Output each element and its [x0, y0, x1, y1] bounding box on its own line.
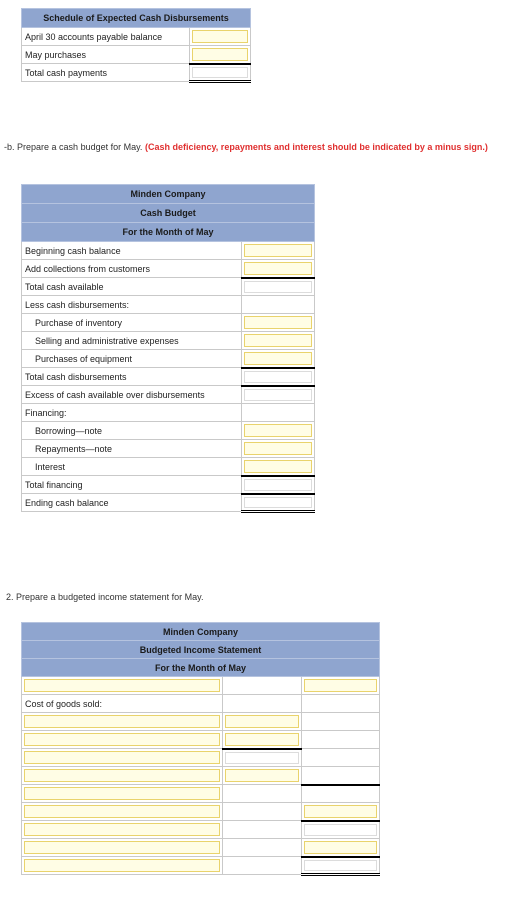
table-row: [22, 476, 315, 494]
repayments-input[interactable]: [244, 442, 312, 455]
row-label: Purchase of inventory: [22, 314, 242, 332]
instruction-warning: (Cash deficiency, repayments and interest should be indicated by a minus sign.): [144, 142, 488, 152]
empty-cell: [302, 749, 380, 767]
amount-cell: [242, 242, 315, 260]
table-row: [22, 749, 380, 767]
empty-cell: [223, 803, 302, 821]
row-label: Repayments—note: [22, 440, 242, 458]
income-amount-input-4[interactable]: [304, 841, 377, 854]
amount-cell: [190, 46, 251, 64]
empty-cell: [302, 785, 380, 803]
table-row: [22, 404, 315, 422]
income-label-input-4[interactable]: [24, 751, 220, 764]
total-cash-payments-input[interactable]: [192, 67, 248, 79]
amount-cell: [242, 332, 315, 350]
income-label-input-3[interactable]: [24, 733, 220, 746]
amount-cell: [302, 677, 380, 695]
amount-cell: [242, 476, 315, 494]
table-row: [22, 46, 251, 64]
income-label-input-7[interactable]: [24, 805, 220, 818]
table-row: [22, 458, 315, 476]
instruction-text: Prepare a cash budget for May.: [17, 142, 143, 152]
table-row: [22, 422, 315, 440]
table-row: [22, 494, 315, 512]
table-row: [22, 785, 380, 803]
label-cell: [22, 821, 223, 839]
row-label: May purchases: [22, 46, 190, 64]
empty-cell: [223, 857, 302, 875]
row-label: Financing:: [22, 404, 242, 422]
table-row: [22, 386, 315, 404]
table-row: [22, 296, 315, 314]
row-label: Interest: [22, 458, 242, 476]
income-label-input-2[interactable]: [24, 715, 220, 728]
row-label: Total cash payments: [22, 64, 190, 82]
empty-cell: [242, 296, 315, 314]
total-financing-input[interactable]: [244, 479, 312, 491]
income-company: Minden Company: [22, 623, 380, 641]
table-row: [22, 278, 315, 296]
empty-cell: [302, 731, 380, 749]
cash-budget-instructions: [4, 142, 499, 153]
excess-cash-input[interactable]: [244, 389, 312, 402]
table-row: [22, 350, 315, 368]
label-cell: [22, 749, 223, 767]
income-label-input-10[interactable]: [24, 859, 220, 872]
label-cell: [22, 839, 223, 857]
instruction-prefix: 2.: [6, 592, 14, 602]
amount-cell: [302, 821, 380, 839]
table-row: [22, 767, 380, 785]
schedule-table: [21, 8, 251, 83]
table-row: [22, 260, 315, 278]
row-label: Purchases of equipment: [22, 350, 242, 368]
table-row: [22, 332, 315, 350]
empty-cell: [223, 821, 302, 839]
amount-cell: [302, 803, 380, 821]
borrowing-input[interactable]: [244, 424, 312, 437]
row-label: Total cash disbursements: [22, 368, 242, 386]
row-label: Borrowing—note: [22, 422, 242, 440]
amount-cell: [242, 350, 315, 368]
row-label: Add collections from customers: [22, 260, 242, 278]
income-label-input-9[interactable]: [24, 841, 220, 854]
empty-cell: [302, 767, 380, 785]
income-mid-input-2[interactable]: [225, 733, 299, 746]
row-label: Selling and administrative expenses: [22, 332, 242, 350]
mid-amount-cell: [223, 713, 302, 731]
amount-cell: [242, 440, 315, 458]
mid-amount-cell: [223, 749, 302, 767]
amount-cell: [190, 28, 251, 46]
table-row: [22, 368, 315, 386]
mid-amount-cell: [223, 767, 302, 785]
label-cell: [22, 857, 223, 875]
row-label: Total financing: [22, 476, 242, 494]
income-amount-input-3[interactable]: [304, 824, 377, 837]
income-statement-table: [21, 622, 380, 876]
total-disbursements-input[interactable]: [244, 371, 312, 383]
income-amount-input-5[interactable]: [304, 860, 377, 872]
cash-budget-company: Minden Company: [22, 185, 315, 204]
purchase-inventory-input[interactable]: [244, 316, 312, 329]
table-row: [22, 803, 380, 821]
amount-cell: [242, 278, 315, 296]
amount-cell: [242, 368, 315, 386]
label-cell: [22, 785, 223, 803]
amount-cell: [302, 857, 380, 875]
amount-cell: [242, 260, 315, 278]
purchases-equipment-input[interactable]: [244, 352, 312, 365]
amount-cell: [242, 314, 315, 332]
income-instructions: [6, 592, 203, 602]
amount-cell: [242, 386, 315, 404]
label-cell: [22, 767, 223, 785]
row-label: Total cash available: [22, 278, 242, 296]
cash-budget-period: For the Month of May: [22, 223, 315, 242]
cash-budget-table: [21, 184, 315, 513]
total-cash-available-input[interactable]: [244, 281, 312, 294]
table-row: [22, 440, 315, 458]
instruction-text: Prepare a budgeted income statement for May.: [16, 592, 204, 602]
income-title: Budgeted Income Statement: [22, 641, 380, 659]
empty-cell: [302, 695, 380, 713]
income-label-input-5[interactable]: [24, 769, 220, 782]
label-cell: [22, 803, 223, 821]
mid-amount-cell: [223, 731, 302, 749]
interest-input[interactable]: [244, 460, 312, 473]
instruction-prefix: -b.: [4, 142, 15, 152]
schedule-title: Schedule of Expected Cash Disbursements: [22, 9, 251, 28]
amount-cell: [242, 494, 315, 512]
income-amount-input-1[interactable]: [304, 679, 377, 692]
amount-cell: [302, 839, 380, 857]
empty-cell: [223, 839, 302, 857]
income-label-input-8[interactable]: [24, 823, 220, 836]
table-row: [22, 713, 380, 731]
label-cell: [22, 731, 223, 749]
income-period: For the Month of May: [22, 659, 380, 677]
amount-cell: [190, 64, 251, 82]
row-label: Less cash disbursements:: [22, 296, 242, 314]
beginning-cash-input[interactable]: [244, 244, 312, 257]
table-row: [22, 695, 380, 713]
collections-input[interactable]: [244, 262, 312, 275]
table-row: [22, 857, 380, 875]
empty-cell: [242, 404, 315, 422]
cash-budget-title: Cash Budget: [22, 204, 315, 223]
income-mid-input-3[interactable]: [225, 752, 299, 765]
row-label: April 30 accounts payable balance: [22, 28, 190, 46]
income-mid-input-1[interactable]: [225, 715, 299, 728]
amount-cell: [242, 458, 315, 476]
may-purchases-input[interactable]: [192, 48, 248, 61]
label-cell: [22, 677, 223, 695]
income-mid-input-4[interactable]: [225, 769, 299, 782]
empty-cell: [223, 677, 302, 695]
row-label: Beginning cash balance: [22, 242, 242, 260]
ending-cash-input[interactable]: [244, 497, 312, 509]
income-label-input-6[interactable]: [24, 787, 220, 800]
table-row: [22, 731, 380, 749]
income-label-input-1[interactable]: [24, 679, 220, 692]
income-amount-input-2[interactable]: [304, 805, 377, 818]
table-row: [22, 821, 380, 839]
table-row: [22, 677, 380, 695]
row-label: Ending cash balance: [22, 494, 242, 512]
row-label: Cost of goods sold:: [22, 695, 223, 713]
table-row: [22, 28, 251, 46]
april-ap-input[interactable]: [192, 30, 248, 43]
empty-cell: [223, 695, 302, 713]
table-row: [22, 242, 315, 260]
empty-cell: [223, 785, 302, 803]
amount-cell: [242, 422, 315, 440]
table-row: [22, 64, 251, 82]
row-label: Excess of cash available over disbursements: [22, 386, 242, 404]
empty-cell: [302, 713, 380, 731]
table-row: [22, 839, 380, 857]
label-cell: [22, 713, 223, 731]
selling-admin-input[interactable]: [244, 334, 312, 347]
table-row: [22, 314, 315, 332]
